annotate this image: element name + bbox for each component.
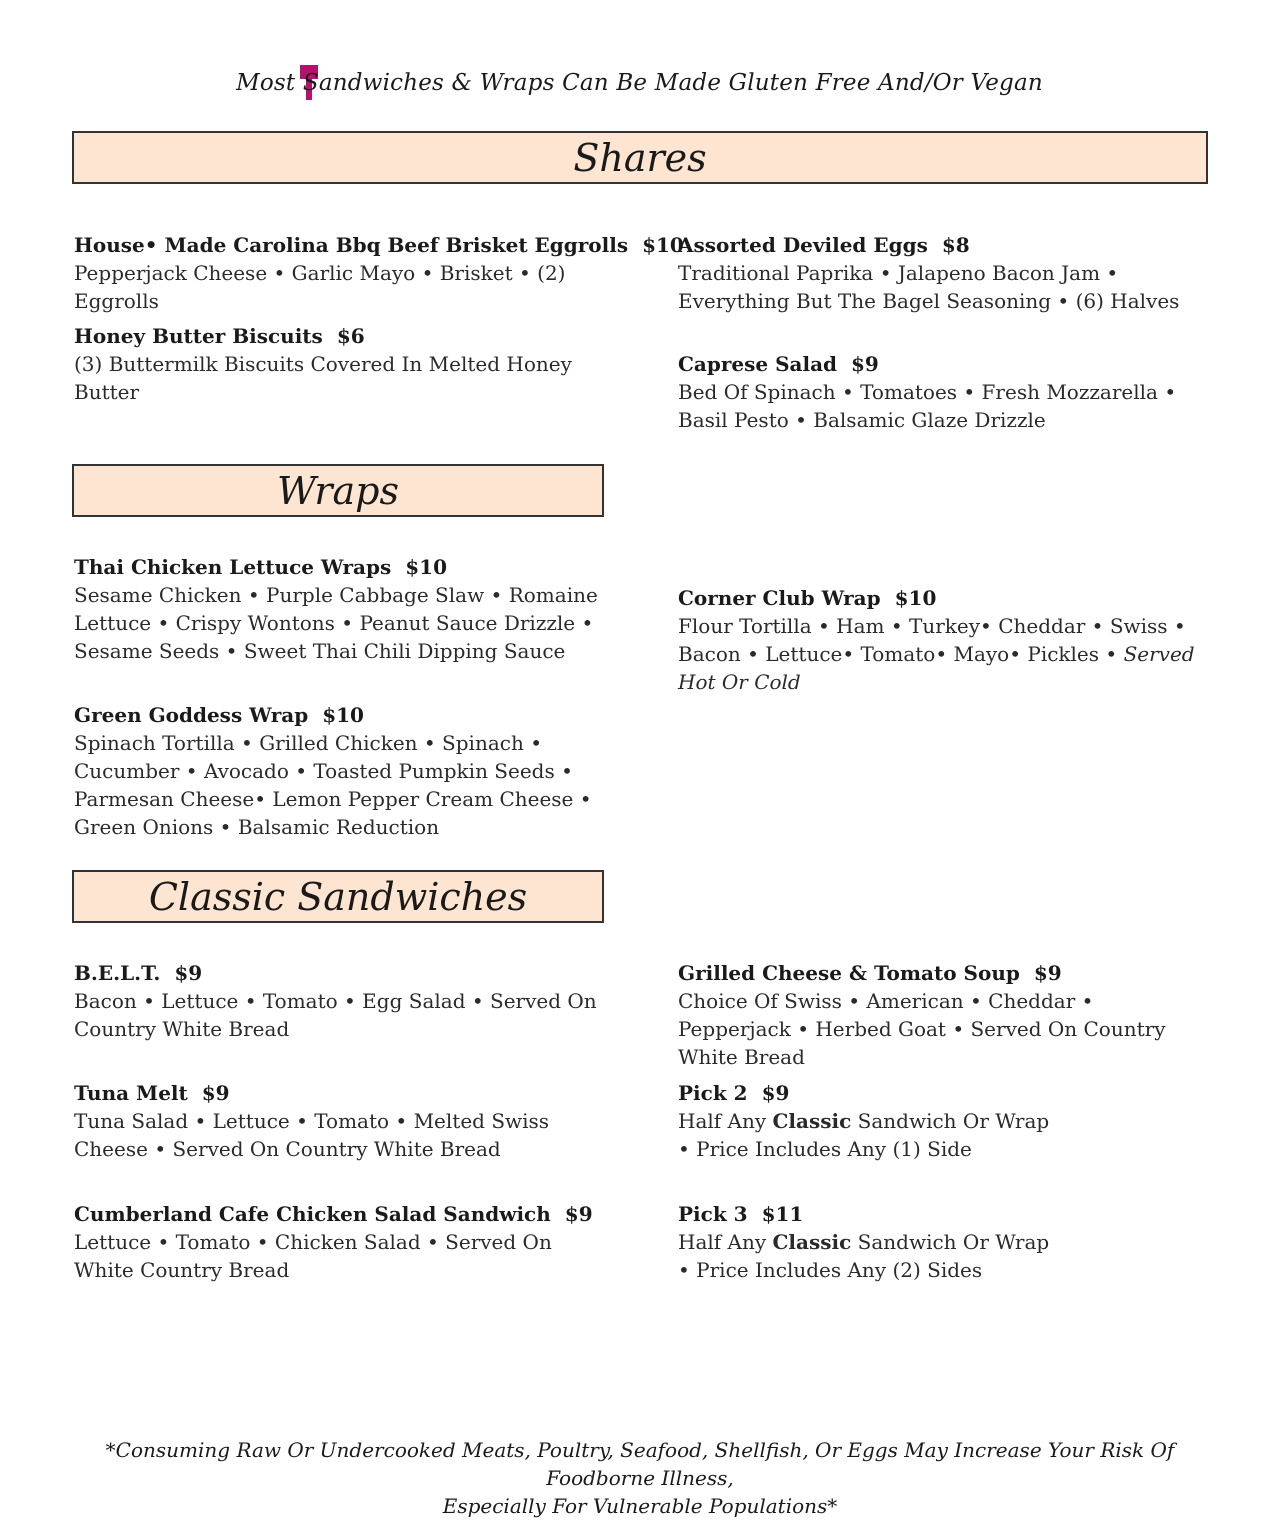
item-name: Green Goddess Wrap (74, 703, 309, 727)
item-price: $10 (405, 555, 447, 579)
item-name: House• Made Carolina Bbq Beef Brisket Eggrolls (74, 233, 629, 257)
menu-item (74, 324, 614, 406)
item-description: Flour Tortilla • Ham • Turkey• Cheddar • Swiss • Bacon • Lettuce• Tomato• Mayo• Pickles • Served Hot Or Cold (678, 614, 1195, 694)
item-name: Thai Chicken Lettuce Wraps (74, 555, 392, 579)
item-name: B.E.L.T. (74, 961, 161, 985)
item-name: Pick 3 (678, 1202, 748, 1226)
classic-keyword: Classic (772, 1230, 852, 1254)
item-description: Bacon • Lettuce • Tomato • Egg Salad • Served On Country White Bread (74, 989, 597, 1041)
item-price: $9 (201, 1081, 230, 1105)
section-header-wraps (72, 464, 604, 517)
item-description: Spinach Tortilla • Grilled Chicken • Spinach • Cucumber • Avocado • Toasted Pumpkin Seeds • Parmesan Cheese• Lemon Pepper Cream Cheese • Green Onions • Balsamic Reduction (74, 731, 592, 839)
item-price: $9 (761, 1081, 790, 1105)
menu-item (678, 1202, 1208, 1284)
menu-item (678, 352, 1203, 434)
menu-item (74, 1202, 609, 1284)
item-description: Choice Of Swiss • American • Cheddar • Pepperjack • Herbed Goat • Served On Country White Bread (678, 989, 1166, 1069)
section-title-classic-sandwiches: Classic Sandwiches (148, 874, 528, 919)
item-description: Tuna Salad • Lettuce • Tomato • Melted Swiss Cheese • Served On Country White Bread (74, 1109, 550, 1161)
item-description: Traditional Paprika • Jalapeno Bacon Jam • Everything But The Bagel Seasoning • (6) Halves (678, 261, 1180, 313)
item-description: Pepperjack Cheese • Garlic Mayo • Brisket • (2) Eggrolls (74, 261, 566, 313)
section-title-shares: Shares (573, 135, 707, 180)
item-price: $10 (894, 586, 937, 610)
item-name: Pick 2 (678, 1081, 748, 1105)
item-price: $8 (941, 233, 970, 257)
menu-item (678, 233, 1203, 315)
menu-item (678, 961, 1208, 1071)
item-name: Grilled Cheese & Tomato Soup (678, 961, 1020, 985)
item-description: (3) Buttermilk Biscuits Covered In Melted Honey Butter (74, 352, 572, 404)
section-header-shares (72, 131, 1208, 184)
item-name: Tuna Melt (74, 1081, 188, 1105)
menu-item (74, 233, 684, 315)
item-price: $11 (761, 1202, 804, 1226)
item-description: Sesame Chicken • Purple Cabbage Slaw • Romaine Lettuce • Crispy Wontons • Peanut Sauce Drizzle • Sesame Seeds • Sweet Thai Chili Dipping Sauce (74, 583, 598, 663)
item-name: Caprese Salad (678, 352, 838, 376)
item-price: $10 (322, 703, 364, 727)
item-description: Half Any Classic Sandwich Or Wrap • Price Includes Any (1) Side (678, 1109, 1050, 1161)
item-name: Cumberland Cafe Chicken Salad Sandwich (74, 1202, 551, 1226)
item-description: Bed Of Spinach • Tomatoes • Fresh Mozzarella • Basil Pesto • Balsamic Glaze Drizzle (678, 380, 1177, 432)
item-description: Half Any Classic Sandwich Or Wrap • Price Includes Any (2) Sides (678, 1230, 1050, 1282)
item-name: Assorted Deviled Eggs (678, 233, 928, 257)
item-price: $9 (174, 961, 203, 985)
classic-keyword: Classic (772, 1109, 852, 1133)
food-safety-disclaimer: *Consuming Raw Or Undercooked Meats, Poultry, Seafood, Shellfish, Or Eggs May Increase Your Risk Of Foodborne Illness, Especially For Vulnerable Populations* (105, 1438, 1175, 1518)
item-price: $9 (564, 1202, 593, 1226)
menu-item (74, 703, 609, 841)
item-name: Corner Club Wrap (678, 586, 881, 610)
section-header-classic-sandwiches (72, 870, 604, 923)
item-price: $9 (1033, 961, 1062, 985)
menu-item (678, 1081, 1208, 1163)
item-price: $9 (851, 352, 879, 376)
menu-item (678, 586, 1208, 696)
item-name: Honey Butter Biscuits (74, 324, 323, 348)
menu-item (74, 555, 609, 665)
item-price: $10 (642, 233, 684, 257)
menu-item (74, 1081, 609, 1163)
item-description: Lettuce • Tomato • Chicken Salad • Served On White Country Bread (74, 1230, 552, 1282)
menu-item (74, 961, 609, 1043)
served-hot-or-cold: Served Hot Or Cold (678, 642, 1195, 694)
item-price: $6 (336, 324, 365, 348)
section-title-wraps: Wraps (277, 468, 399, 513)
gluten-free-note: Most Sandwiches & Wraps Can Be Made Gluten Free And/Or Vegan (236, 70, 1043, 96)
